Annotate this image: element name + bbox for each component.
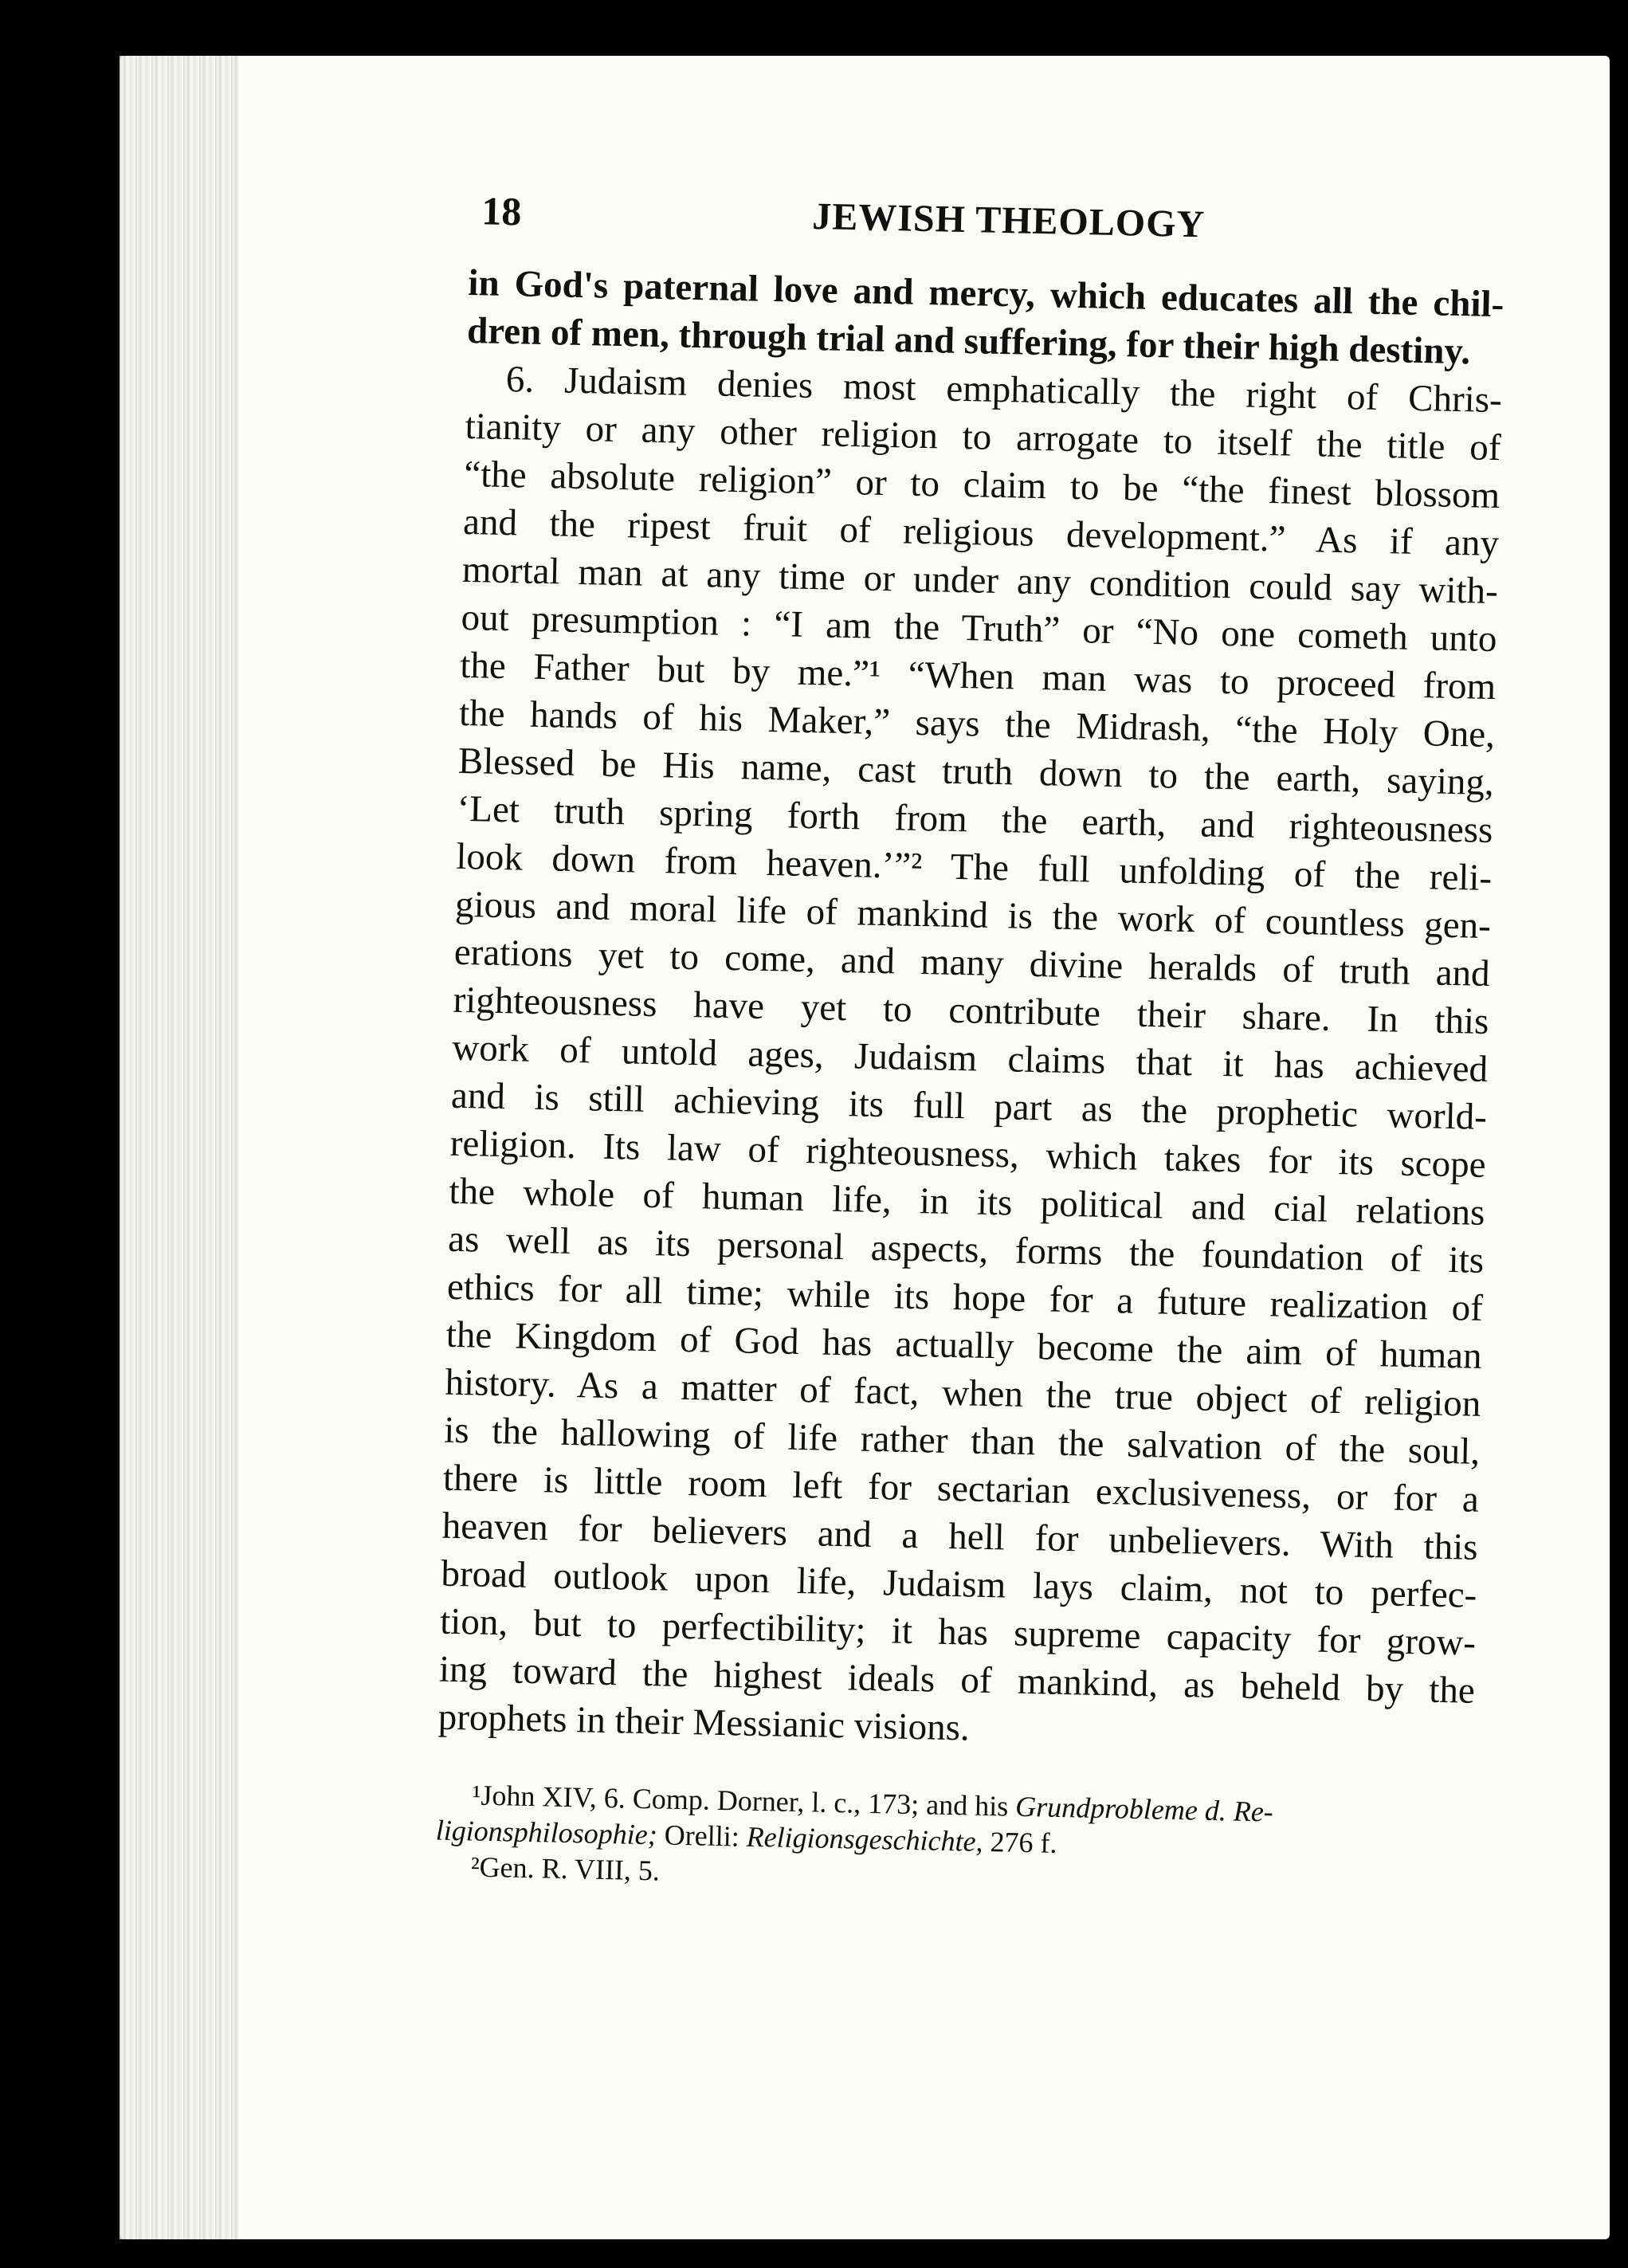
body-line: 6. Judaism denies most emphatically the right of Chris-: [505, 359, 1503, 422]
text-block: [434, 187, 1505, 1906]
footnote-2: ²Gen. R. VIII, 5.: [470, 1850, 661, 1887]
body-line: prophets in their Messianic visions.: [437, 1696, 971, 1749]
footnote-italic-title: Grundprobleme d. Re-: [1014, 1790, 1274, 1828]
body-line: work of untold ages, Judaism claims that it has achieved: [451, 1026, 1489, 1090]
page-edge-binding: [120, 56, 239, 2239]
body-line: gious and moral life of mankind is the work of countless gen-: [454, 883, 1492, 948]
body-line: in God's paternal love and mercy, which educates all the chil-: [467, 261, 1504, 326]
body-line: “the absolute religion” or to claim to be “the finest blossom: [463, 453, 1501, 517]
body-line: erations yet to come, and many divine heralds of truth and: [453, 931, 1491, 995]
body-line: dren of men, through trial and suffering, for their high destiny.: [466, 309, 1471, 373]
footnote-text: ¹John XIV, 6. Comp. Dorner, l. c., 173; and his: [472, 1779, 1016, 1823]
body-line: the Kingdom of God has actually become the aim of human: [445, 1313, 1483, 1377]
body-line: the whole of human life, in its political and cial relations: [449, 1170, 1485, 1234]
body-line: ethics for all time; while its hope for a future realization of: [446, 1265, 1484, 1329]
body-line: religion. Its law of righteousness, which takes for its scope: [449, 1122, 1487, 1186]
body-line: tianity or any other religion to arrogate to itself the title of: [465, 405, 1501, 469]
body-line: tion, but to perfectibility; it has supreme capacity for grow-: [439, 1600, 1477, 1664]
body-line: look down from heaven.’”² The full unfolding of the reli-: [455, 835, 1493, 900]
body-line: as well as its personal aspects, forms the foundation of its: [447, 1218, 1485, 1281]
body-line: the hands of his Maker,” says the Midrash, “the Holy One,: [458, 692, 1496, 756]
running-title: JEWISH THEOLOGY: [811, 195, 1206, 246]
body-line: and is still achieving its full part as the prophetic world-: [450, 1074, 1488, 1138]
body-line: out presumption : “I am the Truth” or “No one cometh unto: [461, 596, 1497, 661]
footnote-text: 276 f.: [983, 1825, 1057, 1859]
body-line: ‘Let truth spring forth from the earth, and righteousness: [457, 787, 1493, 852]
body-line: heaven for believers and a hell for unbelievers. With this: [441, 1505, 1479, 1568]
body-line: there is little room left for sectarian exclusiveness, or for a: [442, 1457, 1480, 1521]
body-line: and the ripest fruit of religious development.” As if any: [462, 500, 1500, 565]
footnotes: [434, 1777, 1473, 1906]
footnote-italic-title: ligionsphilosophie;: [435, 1814, 658, 1851]
body-text: [437, 259, 1504, 1763]
body-line: ing toward the highest ideals of mankind, as beheld by the: [438, 1648, 1476, 1712]
body-line: broad outlook upon life, Judaism lays claim, not to perfec-: [441, 1552, 1477, 1616]
body-line: is the hallowing of life rather than the salvation of the soul,: [443, 1409, 1481, 1473]
body-line: the Father but by me.”¹ “When man was to proceed from: [459, 644, 1497, 708]
body-line: mortal man at any time or under any condition could say with-: [461, 548, 1499, 613]
body-line: righteousness have yet to contribute their share. In this: [453, 979, 1489, 1042]
footnote-text: Orelli:: [657, 1819, 747, 1853]
footnote-italic-title: Religionsgeschichte,: [746, 1820, 983, 1858]
body-line: Blessed be His name, cast truth down to the earth, saying,: [457, 740, 1495, 804]
page-number: 18: [481, 188, 522, 234]
body-line: history. As a matter of fact, when the true object of religion: [445, 1361, 1481, 1425]
